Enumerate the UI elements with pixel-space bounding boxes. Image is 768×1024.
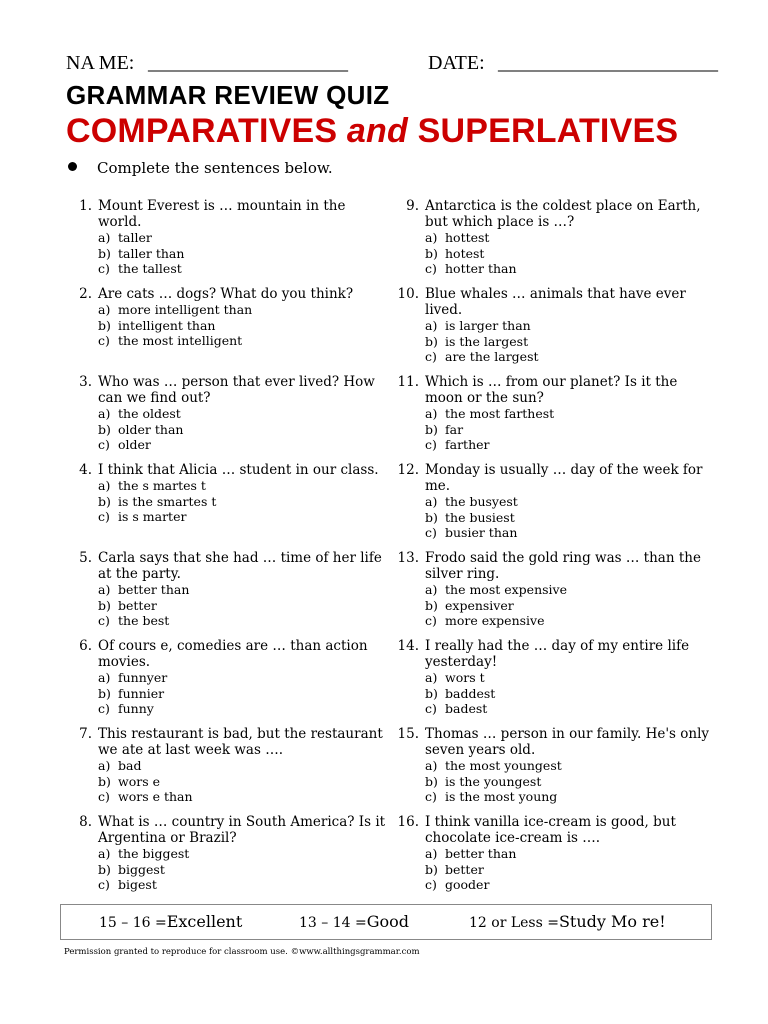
option-c[interactable]: c) is s marter bbox=[98, 509, 187, 524]
option-b[interactable]: b) is the smartes t bbox=[98, 493, 217, 509]
option-a[interactable]: a) the s martes t bbox=[98, 478, 206, 493]
question-1 bbox=[79, 198, 388, 277]
question-number: 1. bbox=[79, 198, 92, 214]
option-a[interactable]: a) better than bbox=[98, 582, 190, 597]
option-a[interactable]: a) more intelligent than bbox=[98, 302, 253, 317]
score-box bbox=[60, 904, 712, 940]
question-stem: Antarctica is the coldest place on Earth, but which place is …? bbox=[425, 198, 701, 230]
question-stem: Carla says that she had … time of her life at the party. bbox=[98, 550, 382, 582]
question-number: 5. bbox=[79, 550, 92, 566]
question-stem: Mount Everest is … mountain in the world. bbox=[98, 198, 346, 230]
option-c[interactable]: c) farther bbox=[425, 437, 490, 452]
option-c[interactable]: c) the tallest bbox=[98, 261, 182, 276]
option-c[interactable]: c) older bbox=[98, 437, 151, 452]
question-number: 11. bbox=[397, 374, 419, 390]
option-b[interactable]: b) expensiver bbox=[425, 597, 514, 613]
question-number: 4. bbox=[79, 462, 92, 478]
question-stem: I really had the … day of my entire life yesterday! bbox=[425, 638, 690, 670]
question-number: 9. bbox=[406, 198, 419, 214]
option-b[interactable]: b) is the largest bbox=[425, 333, 529, 349]
question-16 bbox=[397, 814, 715, 893]
option-a[interactable]: a) wors t bbox=[425, 670, 485, 685]
option-b[interactable]: b) funnier bbox=[98, 685, 165, 701]
option-b[interactable]: b) better bbox=[425, 861, 484, 877]
question-5 bbox=[79, 550, 388, 629]
question-12 bbox=[397, 462, 715, 541]
question-number: 6. bbox=[79, 638, 92, 654]
subtitle-comparatives: COMPARATIVES bbox=[66, 112, 347, 150]
option-a[interactable]: a) the busyest bbox=[425, 494, 518, 509]
option-b[interactable]: b) intelligent than bbox=[98, 317, 216, 333]
score-study-more: 12 or Less =Study Mo re! bbox=[469, 912, 666, 931]
instruction bbox=[68, 159, 333, 177]
quiz-title: GRAMMAR REVIEW QUIZ bbox=[66, 80, 390, 110]
footer-permission: Permission granted to reproduce for classroom use. ©www.allthingsgrammar.com bbox=[64, 947, 420, 957]
question-number: 10. bbox=[397, 286, 419, 302]
question-3 bbox=[79, 374, 388, 453]
question-number: 16. bbox=[397, 814, 419, 830]
question-7 bbox=[79, 726, 388, 805]
option-b[interactable]: b) is the youngest bbox=[425, 773, 542, 789]
option-c[interactable]: c) busier than bbox=[425, 525, 518, 540]
question-number: 7. bbox=[79, 726, 92, 742]
option-a[interactable]: a) funnyer bbox=[98, 670, 168, 685]
option-a[interactable]: a) the most expensive bbox=[425, 582, 568, 597]
score-good: 13 – 14 =Good bbox=[299, 912, 410, 931]
question-2 bbox=[79, 286, 388, 349]
question-8 bbox=[79, 814, 388, 893]
option-c[interactable]: c) gooder bbox=[425, 877, 490, 892]
question-14 bbox=[397, 638, 715, 717]
question-15 bbox=[397, 726, 715, 805]
option-a[interactable]: a) bad bbox=[98, 758, 142, 773]
option-c[interactable]: c) hotter than bbox=[425, 261, 517, 276]
question-number: 12. bbox=[397, 462, 419, 478]
option-b[interactable]: b) older than bbox=[98, 421, 184, 437]
question-stem: Thomas … person in our family. He's only seven years old. bbox=[425, 726, 710, 758]
question-stem: Frodo said the gold ring was … than the silver ring. bbox=[425, 550, 701, 582]
score-excellent: 15 – 16 =Excellent bbox=[99, 912, 243, 931]
question-10 bbox=[397, 286, 715, 365]
option-b[interactable]: b) better bbox=[98, 597, 157, 613]
question-stem: I think that Alicia … student in our class. bbox=[98, 462, 379, 478]
question-number: 13. bbox=[397, 550, 419, 566]
option-c[interactable]: c) more expensive bbox=[425, 613, 545, 628]
option-a[interactable]: a) better than bbox=[425, 846, 517, 861]
option-a[interactable]: a) the biggest bbox=[98, 846, 190, 861]
option-c[interactable]: c) are the largest bbox=[425, 349, 539, 364]
question-stem: Are cats … dogs? What do you think? bbox=[98, 286, 354, 302]
option-a[interactable]: a) the oldest bbox=[98, 406, 181, 421]
question-stem: What is … country in South America? Is it Argentina or Brazil? bbox=[98, 814, 386, 846]
question-stem: This restaurant is bad, but the restaurant we ate at last week was …. bbox=[98, 726, 383, 758]
question-4 bbox=[79, 462, 388, 525]
question-stem: Who was … person that ever lived? How can we find out? bbox=[98, 374, 375, 406]
date-field[interactable]: ______________________ bbox=[498, 52, 718, 74]
question-13 bbox=[397, 550, 715, 629]
name-field[interactable]: ____________________ bbox=[148, 52, 348, 74]
option-b[interactable]: b) the busiest bbox=[425, 509, 515, 525]
option-b[interactable]: b) hotest bbox=[425, 245, 485, 261]
option-b[interactable]: b) biggest bbox=[98, 861, 165, 877]
question-6 bbox=[79, 638, 388, 717]
option-c[interactable]: c) is the most young bbox=[425, 789, 558, 804]
bullet-icon bbox=[68, 162, 77, 171]
question-11 bbox=[397, 374, 715, 453]
question-9 bbox=[406, 198, 715, 277]
question-number: 15. bbox=[397, 726, 419, 742]
option-c[interactable]: c) the best bbox=[98, 613, 170, 628]
option-a[interactable]: a) is larger than bbox=[425, 318, 531, 333]
question-stem: Of cours e, comedies are … than action movies. bbox=[98, 638, 368, 670]
option-a[interactable]: a) hottest bbox=[425, 230, 490, 245]
option-b[interactable]: b) far bbox=[425, 421, 464, 437]
option-a[interactable]: a) taller bbox=[98, 230, 152, 245]
question-stem: Which is … from our planet? Is it the moon or the sun? bbox=[425, 374, 678, 406]
option-b[interactable]: b) baddest bbox=[425, 685, 496, 701]
option-c[interactable]: c) bigest bbox=[98, 877, 157, 892]
question-stem: Monday is usually … day of the week for me. bbox=[425, 462, 703, 494]
option-a[interactable]: a) the most youngest bbox=[425, 758, 562, 773]
option-c[interactable]: c) wors e than bbox=[98, 789, 193, 804]
date-label: DATE: bbox=[428, 52, 485, 74]
subtitle-superlatives: SUPERLATIVES bbox=[407, 112, 679, 150]
quiz-subtitle bbox=[66, 112, 678, 151]
option-c[interactable]: c) funny bbox=[98, 701, 154, 716]
option-b[interactable]: b) wors e bbox=[98, 773, 160, 789]
instruction-text: Complete the sentences below. bbox=[97, 159, 333, 177]
question-number: 2. bbox=[79, 286, 92, 302]
option-c[interactable]: c) the most intelligent bbox=[98, 333, 243, 348]
question-number: 8. bbox=[79, 814, 92, 830]
question-number: 14. bbox=[397, 638, 419, 654]
option-b[interactable]: b) taller than bbox=[98, 245, 185, 261]
name-label: NA ME: bbox=[66, 52, 135, 74]
option-a[interactable]: a) the most farthest bbox=[425, 406, 555, 421]
question-number: 3. bbox=[79, 374, 92, 390]
option-c[interactable]: c) badest bbox=[425, 701, 488, 716]
question-stem: Blue whales … animals that have ever lived. bbox=[425, 286, 686, 318]
question-stem: I think vanilla ice-cream is good, but chocolate ice-cream is …. bbox=[425, 814, 676, 846]
subtitle-and: and bbox=[346, 112, 408, 150]
